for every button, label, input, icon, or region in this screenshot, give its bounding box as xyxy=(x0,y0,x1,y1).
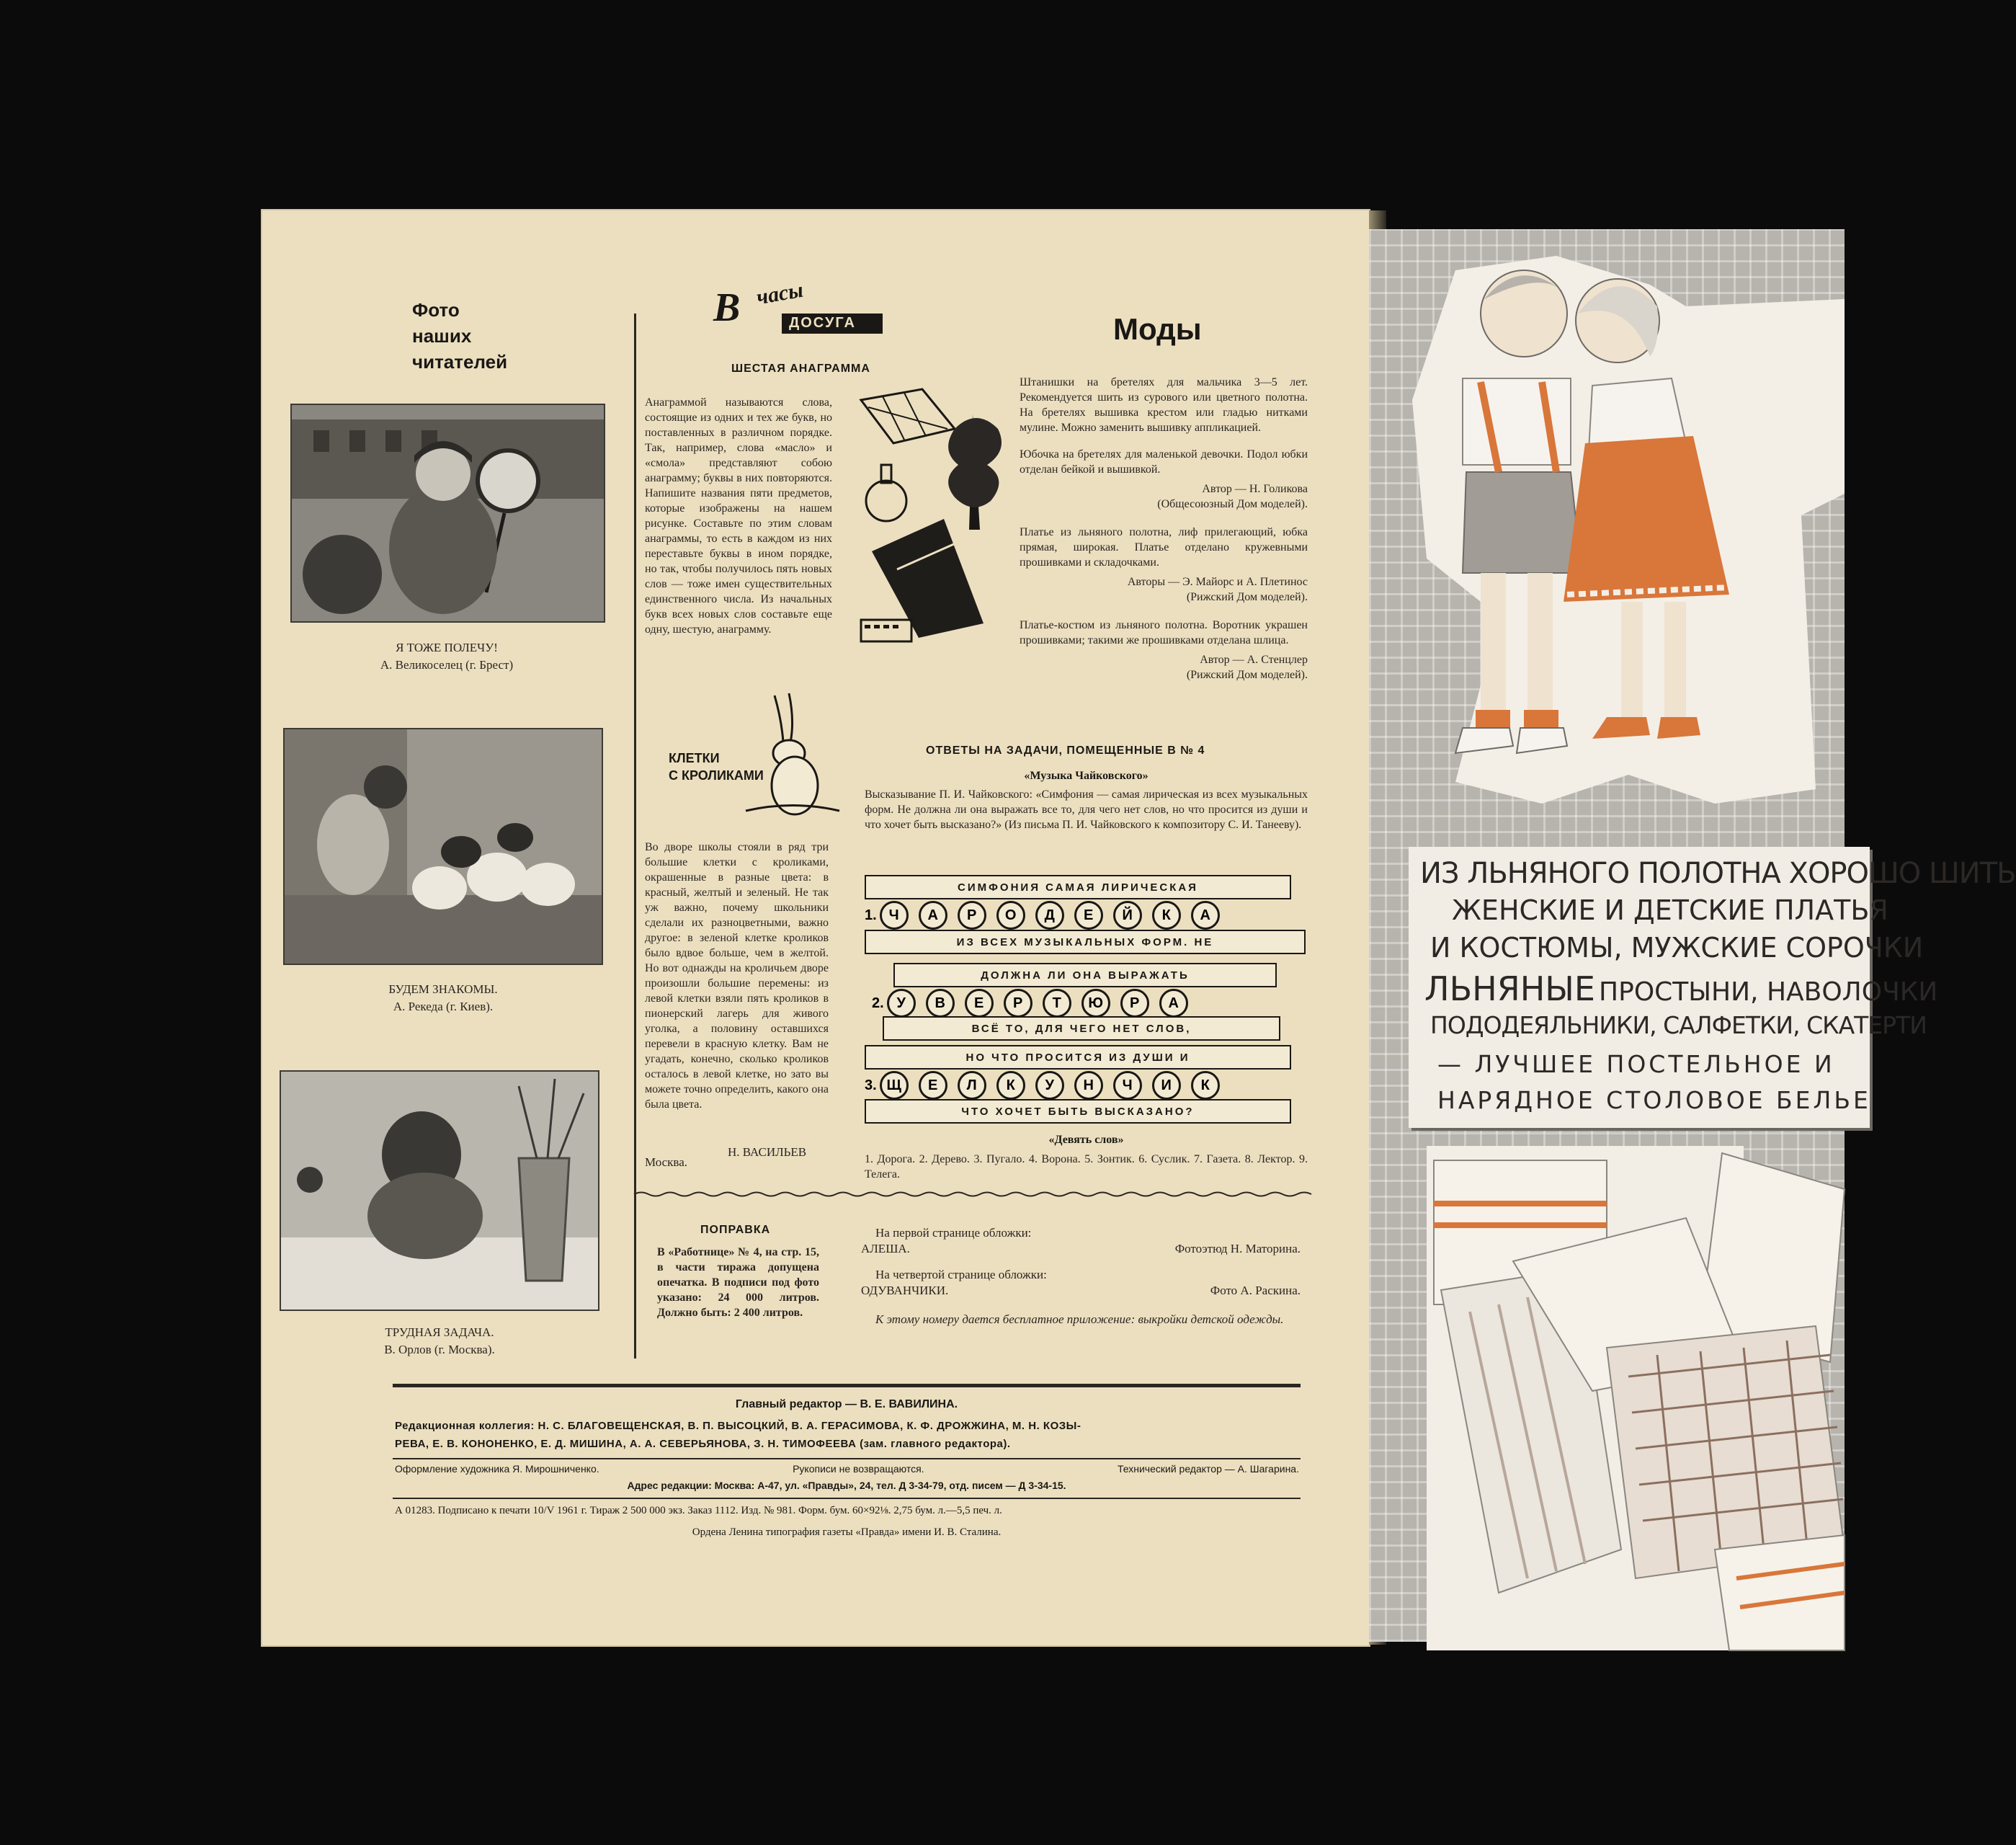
imprint-board-1: Редакционная коллегия: Н. С. БЛАГОВЕЩЕНСКАЯ, В. П. ВЫСОЦКИЙ, В. А. ГЕРАСИМОВА, К. Ф. ДРОЖЖИНА, М. Н. КОЗЫ- xyxy=(395,1420,1081,1432)
puzzle-letter-circle: А xyxy=(919,901,947,930)
puzzle-letter-circle: Т xyxy=(1043,989,1071,1018)
ad-line-7: НАРЯДНОЕ СТОЛОВОЕ БЕЛЬЕ xyxy=(1437,1086,1871,1114)
photos-heading-line-3: читателей xyxy=(412,351,508,373)
fashion-p2: Юбочка на бретелях для маленькой девочки. Подол юбки отделан бейкой и вышивкой. xyxy=(1020,448,1308,476)
imprint-staff-row xyxy=(395,1463,1299,1475)
fashion-o3: (Рижский Дом моделей). xyxy=(1186,591,1308,603)
anagram-text: Анаграммой называются слова, состоящие из одних и тех же букв, но поставленных в различном порядке. Так, например, слова «масло» и «смола» представляют собою анаграмму; буквы в них повторяются. Напишите названия пяти предметов, которые изображены на нашем рисунке. Составьте по этим словам анаграммы, то есть в каждом из них переставьте буквы в ином порядке, но так, чтобы получилось пять новых слов — тоже имен существительных единственного числа. Из начальных букв всех новых слов составьте еще одну, шестую, анаграмму. xyxy=(645,396,832,636)
puzzle-row-5 xyxy=(865,1045,1291,1070)
ad-line-4 xyxy=(1424,969,1937,1008)
imprint-tech: Технический редактор — А. Шагарина. xyxy=(1118,1463,1299,1475)
photo-2-author: А. Рекеда (г. Киев). xyxy=(393,1000,494,1013)
covers-fourth-credit: Фото А. Раскина. xyxy=(1210,1284,1301,1297)
puzzle-word-1-number: 1. xyxy=(865,907,877,923)
puzzle-letter-circle: Л xyxy=(958,1071,986,1100)
covers-first-label: На первой странице обложки: xyxy=(875,1226,1032,1240)
leisure-logo-bottom: ДОСУГА xyxy=(789,315,856,331)
photos-heading xyxy=(412,297,507,375)
puzzle-letter-circle: Ч xyxy=(880,901,909,930)
puzzle-letter-circle: Ю xyxy=(1081,989,1110,1018)
answers-title: ОТВЕТЫ НА ЗАДАЧИ, ПОМЕЩЕННЫЕ В № 4 xyxy=(926,744,1205,757)
photos-heading-line-1: Фото xyxy=(412,299,460,321)
fashion-a4: Автор — А. Стенцлер xyxy=(1200,654,1308,666)
section-divider xyxy=(634,1191,1311,1198)
photo-3-author: В. Орлов (г. Москва). xyxy=(384,1343,495,1356)
puzzle-row-6 xyxy=(865,1099,1291,1124)
puzzle-row-4 xyxy=(883,1016,1280,1041)
correction-text: В «Работнице» № 4, на стр. 15, в части тиража допущена опечатка. В подписи под фото указано: 24 000 литров. Должно быть: 2 400 литров. xyxy=(657,1246,819,1319)
ad-line-1: ИЗ ЛЬНЯНОГО ПОЛОТНА ХОРОШО ШИТЬ xyxy=(1420,857,2016,890)
puzzle-word-3-letters xyxy=(880,1071,1230,1100)
anagram-illustration xyxy=(854,386,1041,652)
answers-text-2: 1. Дорога. 2. Дерево. 3. Пугало. 4. Ворона. 5. Зонтик. 6. Суслик. 7. Газета. 8. Лектор. 9. Телега. xyxy=(865,1153,1308,1181)
photo-child-balloon xyxy=(290,404,605,623)
photo-1-caption: Я ТОЖЕ ПОЛЕЧУ! xyxy=(396,641,498,654)
linen-textiles-illustration xyxy=(1412,1146,1845,1650)
photo-boy-chickens xyxy=(283,728,603,965)
ad-line-5: ПОДОДЕЯЛЬНИКИ, САЛФЕТКИ, СКАТЕРТИ xyxy=(1430,1011,1927,1039)
puzzle-phrase-6: ЧТО ХОЧЕТ БЫТЬ ВЫСКАЗАНО? xyxy=(865,1099,1291,1124)
leisure-logo-v: В xyxy=(713,285,741,330)
imprint-chief: Главный редактор — В. Е. ВАВИЛИНА. xyxy=(735,1398,958,1410)
imprint-press: Ордена Ленина типография газеты «Правда» имени И. В. Сталина. xyxy=(692,1526,1002,1538)
correction-title: ПОПРАВКА xyxy=(700,1224,771,1236)
imprint-artist: Оформление художника Я. Мирошниченко. xyxy=(395,1463,599,1475)
puzzle-letter-circle: Р xyxy=(1004,989,1032,1018)
puzzle-letter-circle: О xyxy=(996,901,1025,930)
puzzle-letter-circle: Щ xyxy=(880,1071,909,1100)
imprint-address: Адрес редакции: Москва: А-47, ул. «Правды», 24, тел. Д 3-34-79, отд. писем — Д 3-34-15. xyxy=(627,1480,1066,1491)
fashion-title: Моды xyxy=(1113,312,1202,346)
covers-first-credit: Фотоэтюд Н. Маторина. xyxy=(1174,1242,1301,1255)
photo-boy-drawing xyxy=(280,1070,599,1311)
photos-heading-line-2: наших xyxy=(412,325,472,347)
ad-line-4-rest: ПРОСТЫНИ, НАВОЛОЧКИ xyxy=(1599,977,1938,1007)
puzzle-word-1 xyxy=(865,901,1230,930)
column-divider xyxy=(634,314,636,1359)
imprint-board-2: РЕВА, Е. В. КОНОНЕНКО, Е. Д. МИШИНА, А. А. СЕВЕРЬЯНОВА, З. Н. ТИМОФЕЕВА (зам. главного редактора). xyxy=(395,1438,1011,1450)
puzzle-word-3-number: 3. xyxy=(865,1077,877,1093)
fashion-p3: Платье из льняного полотна, лиф прилегающий, юбка прямая, широкая. Платье отделано кружевными прошивками и складочками. xyxy=(1020,526,1308,569)
puzzle-word-1-letters xyxy=(880,901,1230,930)
puzzle-letter-circle: Ч xyxy=(1113,1071,1142,1100)
puzzle-letter-circle: И xyxy=(1152,1071,1181,1100)
puzzle-letter-circle: А xyxy=(1191,901,1220,930)
linen-ad-card xyxy=(1409,847,2016,1128)
puzzle-word-2 xyxy=(872,989,1198,1018)
answers-text-1: Высказывание П. И. Чайковского: «Симфония — самая лирическая из всех музыкальных форм. Не должна ли она выражать все то, для чего нет слов, но что просится из души и что хочет быть высказано?» (Из письма П. И. Чайковского к композитору С. И. Танееву). xyxy=(865,788,1308,831)
rabbit-illustration xyxy=(739,692,847,818)
imprint-rule-top xyxy=(393,1384,1301,1387)
puzzle-phrase-4: ВСЁ ТО, ДЛЯ ЧЕГО НЕТ СЛОВ, xyxy=(883,1016,1280,1041)
photo-2-caption: БУДЕМ ЗНАКОМЫ. xyxy=(388,982,498,996)
photo-child-balloon-image xyxy=(292,405,604,621)
puzzle-letter-circle: Р xyxy=(958,901,986,930)
ad-line-3: И КОСТЮМЫ, МУЖСКИЕ СОРОЧКИ xyxy=(1430,932,1924,964)
puzzle-phrase-1: СИМФОНИЯ САМАЯ ЛИРИЧЕСКАЯ xyxy=(865,875,1291,899)
puzzle-phrase-5: НО ЧТО ПРОСИТСЯ ИЗ ДУШИ И xyxy=(865,1045,1291,1070)
puzzle-row-2 xyxy=(865,930,1306,954)
ad-line-6: — ЛУЧШЕЕ ПОСТЕЛЬНОЕ И xyxy=(1437,1050,1835,1078)
photo-3-caption: ТРУДНАЯ ЗАДАЧА. xyxy=(385,1325,494,1339)
covers-first-title: АЛЕША. xyxy=(861,1242,910,1255)
imprint-rule-2 xyxy=(393,1458,1301,1459)
answers-subtitle-2: «Девять слов» xyxy=(1048,1134,1124,1146)
ad-line-2: ЖЕНСКИЕ И ДЕТСКИЕ ПЛАТЬЯ xyxy=(1452,894,1888,926)
puzzle-word-3 xyxy=(865,1071,1230,1100)
anagram-title: ШЕСТАЯ АНАГРАММА xyxy=(731,363,870,375)
puzzle-letter-circle: Е xyxy=(919,1071,947,1100)
puzzle-phrase-3: ДОЛЖНА ЛИ ОНА ВЫРАЖАТЬ xyxy=(893,963,1277,987)
puzzle-word-2-letters xyxy=(887,989,1198,1018)
covers-fourth-label: На четвертой странице обложки: xyxy=(875,1268,1047,1281)
puzzle-letter-circle: Й xyxy=(1113,901,1142,930)
puzzle-phrase-2: ИЗ ВСЕХ МУЗЫКАЛЬНЫХ ФОРМ. НЕ xyxy=(865,930,1306,954)
puzzle-letter-circle: Е xyxy=(1074,901,1103,930)
fashion-p4: Платье-костюм из льняного полотна. Воротник украшен прошивками; такими же прошивками отделана шлица. xyxy=(1020,619,1308,646)
puzzle-letter-circle: Р xyxy=(1120,989,1149,1018)
puzzle-letter-circle: У xyxy=(1035,1071,1064,1100)
leisure-logo xyxy=(713,277,893,339)
fashion-a3: Авторы — Э. Майорс и А. Плетинос xyxy=(1127,576,1308,588)
puzzle-letter-circle: Е xyxy=(965,989,994,1018)
children-illustration xyxy=(1412,256,1845,818)
covers-block xyxy=(861,1225,1301,1328)
puzzle-letter-circle: К xyxy=(1152,901,1181,930)
fashion-o2: (Общесоюзный Дом моделей). xyxy=(1157,498,1308,510)
leisure-logo-top: часы xyxy=(754,277,806,310)
imprint-print: А 01283. Подписано к печати 10/V 1961 г. Тираж 2 500 000 экз. Заказ 1112. Изд. № 981. Форм. бум. 60×92⅛. 2,75 бум. л.—5,5 печ. л. xyxy=(395,1505,1002,1516)
puzzle-letter-circle: К xyxy=(1191,1071,1220,1100)
puzzle-letter-circle: А xyxy=(1159,989,1188,1018)
rabbits-title-line-1: КЛЕТКИ xyxy=(669,751,720,765)
photo-boy-drawing-image xyxy=(281,1072,598,1310)
covers-supplement: К этому номеру дается бесплатное приложение: выкройки детской одежды. xyxy=(875,1312,1284,1326)
puzzle-word-2-number: 2. xyxy=(872,995,884,1011)
fashion-a2: Автор — Н. Голикова xyxy=(1202,483,1308,495)
rabbits-text: Во дворе школы стояли в ряд три большие клетки с кроликами, окрашенные в разные цвета: в красный, желтый и зеленый. Не так уж важно, почему школьники сделали их разноцветными, важно другое: в зеленой клетке кроликов было вдвое больше, чем в желтой. Но вот однажды на кроличьем дворе произошли большие перемены: из левой клетки взяли пять кроликов в пионерский лагерь для живого уголка, а половину оставшихся перевели в красную клетку. Вам не угадать, конечно, сколько кроликов осталось в левой клетке, но зато вы можете точно определить, какого она была цвета. xyxy=(645,841,829,1111)
ad-line-4-accent: ЛЬНЯНЫЕ xyxy=(1424,969,1595,1008)
puzzle-letter-circle: К xyxy=(996,1071,1025,1100)
photo-1-author: А. Великоселец (г. Брест) xyxy=(380,658,514,672)
imprint-rule-3 xyxy=(393,1498,1301,1499)
puzzle-letter-circle: Н xyxy=(1074,1071,1103,1100)
puzzle-row-3 xyxy=(893,963,1277,987)
fashion-o4: (Рижский Дом моделей). xyxy=(1186,669,1308,681)
photo-boy-chickens-image xyxy=(285,729,602,964)
puzzle-letter-circle: Д xyxy=(1035,901,1064,930)
rabbits-author: Н. ВАСИЛЬЕВ xyxy=(728,1145,807,1159)
imprint-manuscripts: Рукописи не возвращаются. xyxy=(793,1463,924,1475)
fashion-block xyxy=(1020,375,1308,683)
rabbits-city: Москва. xyxy=(645,1155,688,1169)
rabbits-title-line-2: С КРОЛИКАМИ xyxy=(669,768,764,783)
puzzle-row-1 xyxy=(865,875,1291,899)
puzzle-letter-circle: В xyxy=(926,989,955,1018)
puzzle-letter-circle: У xyxy=(887,989,916,1018)
answers-subtitle-1: «Музыка Чайковского» xyxy=(1024,770,1149,782)
fashion-p1: Штанишки на бретелях для мальчика 3—5 лет. Рекомендуется шить из сурового или цветного полотна. На бретелях вышивка крестом или гладью нитками мулине. Можно заменить вышивку аппликацией. xyxy=(1020,376,1308,434)
covers-fourth-title: ОДУВАНЧИКИ. xyxy=(861,1284,949,1297)
